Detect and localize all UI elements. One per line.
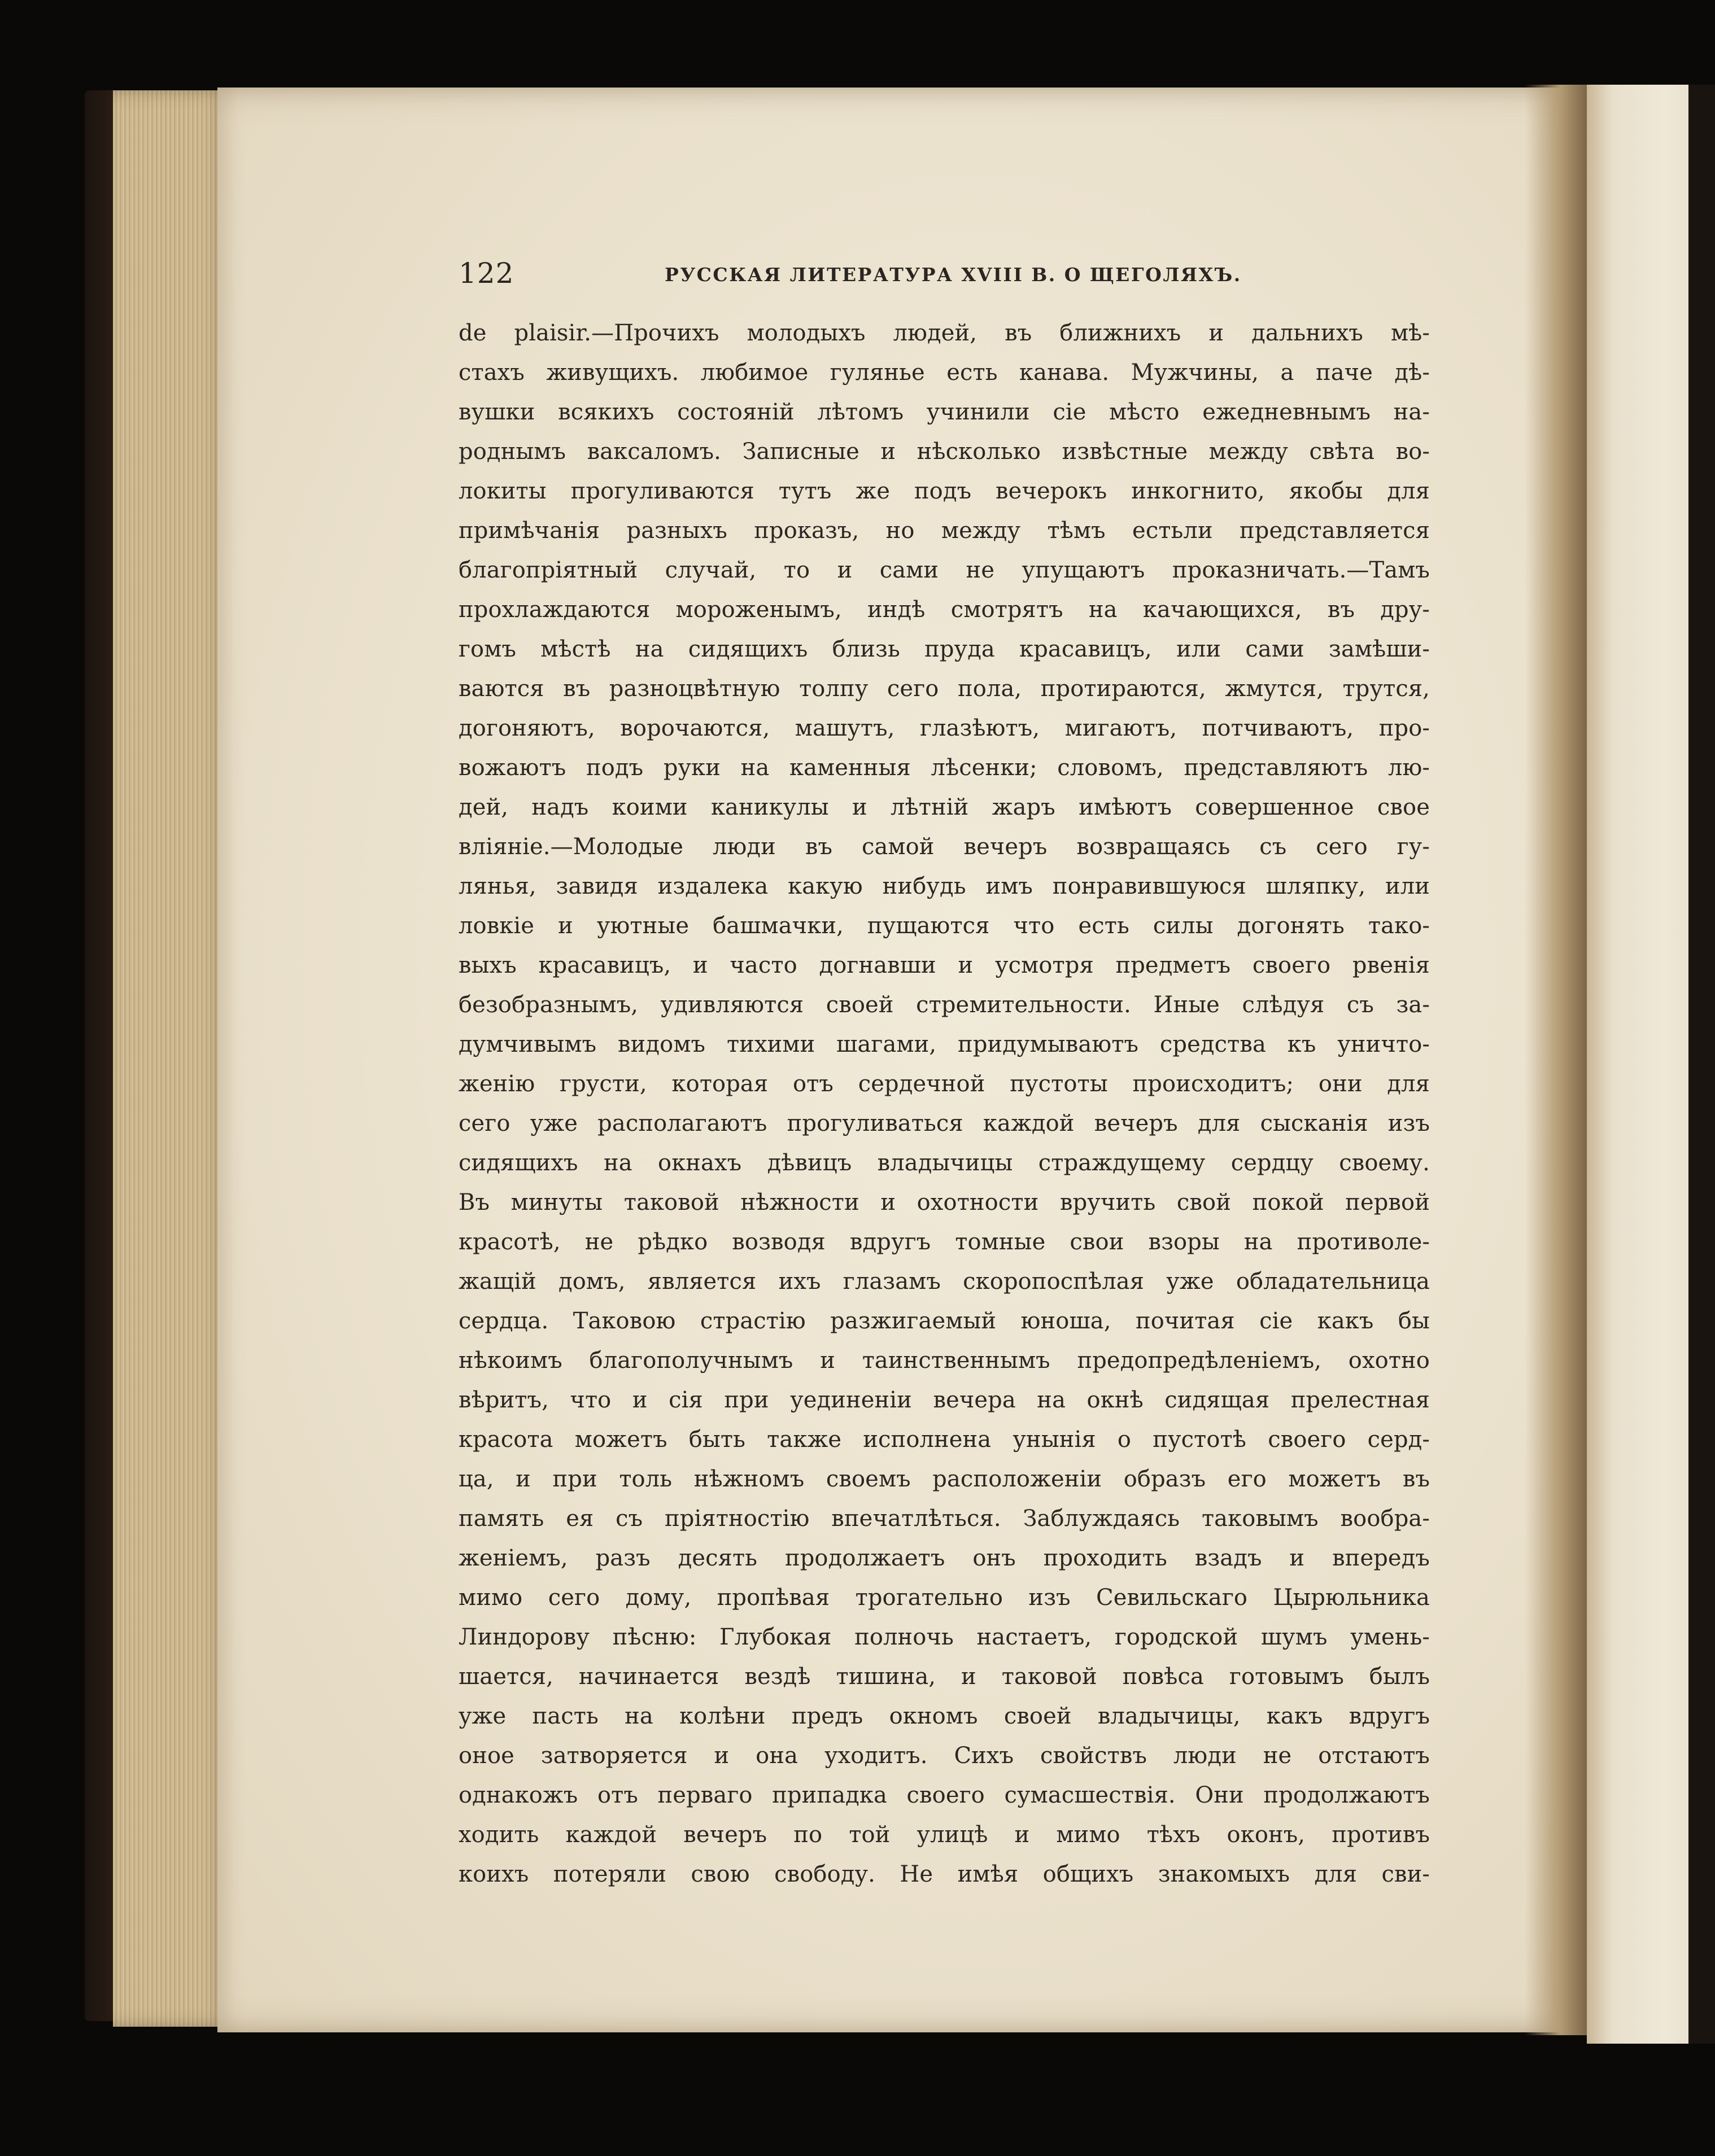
text-line: красотѣ, не рѣдко возводя вдругъ томные свои взоры на противоле- (459, 1229, 1430, 1255)
text-line: вушки всякихъ состояній лѣтомъ учинили сіе мѣсто ежедневнымъ на- (459, 399, 1430, 425)
text-line: ходить каждой вечеръ по той улицѣ и мимо тѣхъ оконъ, противъ (459, 1822, 1430, 1848)
text-line: однакожъ отъ перваго припадка своего сумасшествія. Они продолжаютъ (459, 1782, 1430, 1808)
text-line: думчивымъ видомъ тихими шагами, придумываютъ средства къ уничто- (459, 1031, 1430, 1057)
text-line: женію грусти, которая отъ сердечной пустоты происходитъ; они для (459, 1071, 1430, 1097)
running-head (459, 257, 1419, 291)
text-line: вѣритъ, что и сія при уединеніи вечера на окнѣ сидящая прелестная (459, 1387, 1430, 1413)
text-line: de plaisir.—Прочихъ молодыхъ людей, въ ближнихъ и дальнихъ мѣ- (459, 320, 1430, 346)
text-line: ваются въ разноцвѣтную толпу сего пола, протираются, жмутся, трутся, (459, 676, 1430, 702)
text-line: красота можетъ быть также исполнена унынія о пустотѣ своего серд- (459, 1427, 1430, 1453)
text-line: сего уже располагаютъ прогуливаться каждой вечеръ для сысканія изъ (459, 1110, 1430, 1136)
text-line: память ея съ пріятностію впечатлѣться. Заблуждаясь таковымъ вообра- (459, 1506, 1430, 1532)
text-line: ца, и при толь нѣжномъ своемъ расположеніи образъ его можетъ въ (459, 1466, 1430, 1492)
text-line: гомъ мѣстѣ на сидящихъ близь пруда красавицъ, или сами замѣши- (459, 636, 1430, 662)
text-line: Въ минуты таковой нѣжности и охотности вручить свой покой первой (459, 1189, 1430, 1215)
text-line: ловкіе и уютные башмачки, пущаются что есть силы догонять тако- (459, 913, 1430, 939)
text-line: безобразнымъ, удивляются своей стремительности. Иные слѣдуя съ за- (459, 992, 1430, 1018)
text-line: благопріятный случай, то и сами не упущаютъ проказничать.—Тамъ (459, 557, 1430, 583)
text-line: женіемъ, разъ десять продолжаетъ онъ проходить взадъ и впередъ (459, 1545, 1430, 1571)
text-line: шается, начинается вездѣ тишина, и таковой повѣса готовымъ былъ (459, 1664, 1430, 1690)
text-line: дей, надъ коими каникулы и лѣтній жаръ имѣютъ совершенное свое (459, 794, 1430, 820)
text-line: выхъ красавицъ, и часто догнавши и усмотря предметъ своего рвенія (459, 952, 1430, 978)
text-line: роднымъ вaксаломъ. Записные и нѣсколько извѣстные между свѣта во- (459, 439, 1430, 465)
text-line: примѣчанія разныхъ проказъ, но между тѣмъ естьли представляется (459, 518, 1430, 544)
text-line: вожаютъ подъ руки на каменныя лѣсенки; словомъ, представляютъ лю- (459, 755, 1430, 781)
text-line: коихъ потеряли свою свободу. Не имѣя общихъ знакомыхъ для сви- (459, 1861, 1430, 1887)
text-line: мимо сего дому, пропѣвая трогательно изъ Севильскаго Цырюльника (459, 1585, 1430, 1611)
page-number: 122 (459, 257, 514, 290)
right-cover-edge (1688, 85, 1715, 2044)
text-line: оное затворяется и она уходитъ. Сихъ свойствъ люди не отстаютъ (459, 1743, 1430, 1769)
text-line: Линдорову пѣсню: Глубокая полночь настаетъ, городской шумъ умень- (459, 1624, 1430, 1650)
text-line: нѣкоимъ благополучнымъ и таинственнымъ предопредѣленіемъ, охотно (459, 1348, 1430, 1374)
text-line: жащій домъ, является ихъ глазамъ скоропоспѣлая уже обладательница (459, 1269, 1430, 1295)
text-line: догоняютъ, ворочаются, машутъ, глазѣютъ, мигаютъ, потчиваютъ, про- (459, 715, 1430, 741)
text-line: сердца. Таковою страстію разжигаемый юноша, почитая сіе какъ бы (459, 1308, 1430, 1334)
text-line: прохлаждаются мороженымъ, индѣ смотрятъ на качающихся, въ дру- (459, 597, 1430, 623)
text-line: уже пасть на колѣни предъ окномъ своей владычицы, какъ вдругъ (459, 1703, 1430, 1729)
running-head-title: РУССКАЯ ЛИТЕРАТУРА XVIII В. О ЩЕГОЛЯХЪ. (665, 264, 1242, 286)
text-line: стахъ живущихъ. любимое гулянье есть канава. Мужчины, а паче дѣ- (459, 360, 1430, 386)
text-line: локиты прогуливаются тутъ же подъ вечерокъ инкогнито, якобы для (459, 478, 1430, 504)
text-line: сидящихъ на окнахъ дѣвицъ владычицы страждущему сердцу своему. (459, 1150, 1430, 1176)
text-line: вліяніе.—Молодые люди въ самой вечеръ возвращаясь съ сего гу- (459, 834, 1430, 860)
text-line: лянья, завидя издалека какую нибудь имъ понравившуюся шляпку, или (459, 873, 1430, 899)
body-text (459, 313, 1430, 1894)
page-edges (113, 90, 232, 2027)
